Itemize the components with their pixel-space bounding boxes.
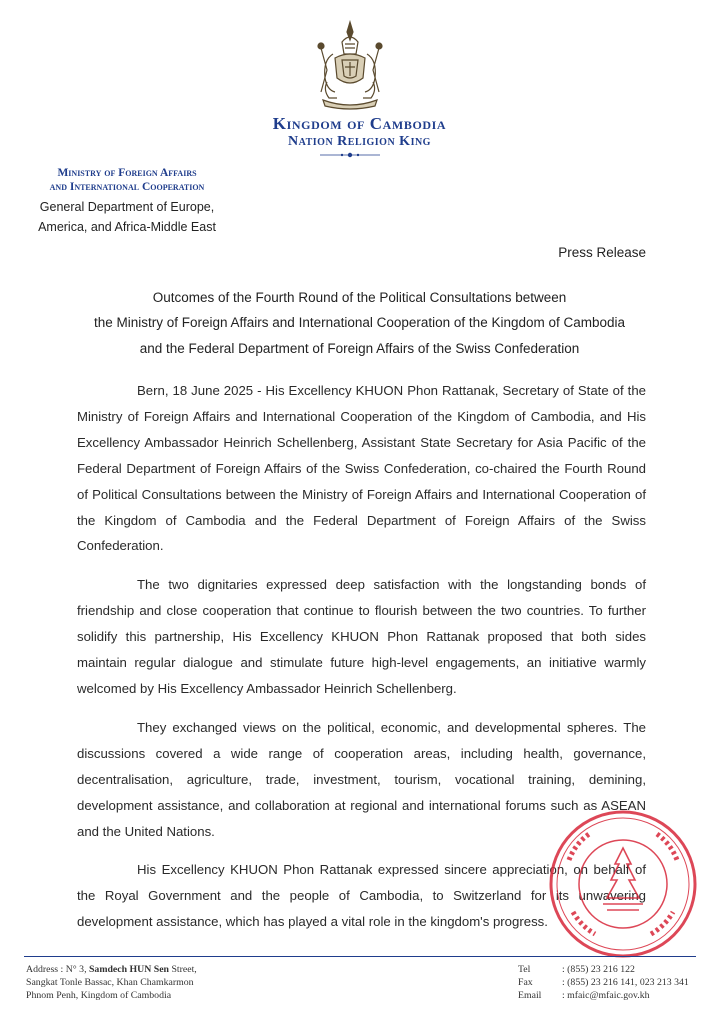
body-paragraph: They exchanged views on the political, economic, and developmental spheres. The discussions covered a wide range of cooperation areas, including health, governance, decentralisation, agriculture, trade, investment, tourism, vocational training, demining, development assistance, and collaboration at regional and international forums such as ASEAN and the United Nations. <box>77 719 646 839</box>
department-line-1: General Department of Europe, <box>39 200 215 214</box>
release-title-line-2: the Ministry of Foreign Affairs and International Cooperation of the Kingdom of Cambodia <box>93 315 626 330</box>
address-line-2: Sangkat Tonle Bassac, Khan Chamkarmon <box>26 977 194 988</box>
address-street-name: Samdech HUN Sen <box>88 964 169 975</box>
contact-fax <box>518 976 708 989</box>
contact-tel <box>518 963 708 976</box>
address-street-suffix: Street, <box>169 964 197 975</box>
footer-divider <box>24 956 696 957</box>
address-prefix: Address : N° 3, <box>26 964 89 975</box>
contact-email <box>518 989 708 1002</box>
email-value[interactable]: : mfaic@mfaic.gov.kh <box>562 990 650 1001</box>
footer-contacts <box>518 963 708 1002</box>
release-title-line-1: Outcomes of the Fourth Round of the Political Consultations between <box>152 290 567 305</box>
kingdom-title: Kingdom of Cambodia <box>272 114 447 133</box>
body-paragraph: His Excellency KHUON Phon Rattanak expressed sincere appreciation, on behalf of the Royal Government and the people of Cambodia, to Switzerland for its unwavering development assistance, which has played a vital role in the kingdom's progress. <box>77 862 646 930</box>
fax-label: Fax <box>518 977 533 988</box>
email-label: Email <box>518 990 542 1001</box>
kingdom-motto: Nation Religion King <box>288 134 431 149</box>
body-paragraph: The two dignitaries expressed deep satisfaction with the longstanding bonds of friendship and close cooperation that continue to flourish between the two countries. To further solidify this partnership, His Excellency KHUON Phon Rattanak proposed that both sides maintain regular dialogue and stimulate future high-level engagements, an initiative warmly welcomed by His Excellency Ambassador Heinrich Schellenberg. <box>77 577 646 696</box>
ministry-name-line-2: and International Cooperation <box>49 181 205 193</box>
tel-value: : (855) 23 216 122 <box>562 964 635 975</box>
address-line-1 <box>26 963 326 976</box>
department-line-2: America, and Africa-Middle East <box>38 220 216 234</box>
fax-value: : (855) 23 216 141, 023 213 341 <box>562 977 689 988</box>
address-line-3: Phnom Penh, Kingdom of Cambodia <box>26 990 172 1001</box>
ornament-divider-icon <box>318 150 382 160</box>
tel-label: Tel <box>518 964 531 975</box>
footer-address <box>26 963 326 1002</box>
release-title-line-3: and the Federal Department of Foreign Affairs of the Swiss Confederation <box>139 341 580 356</box>
royal-coat-of-arms-icon <box>309 20 391 110</box>
body-paragraph: Bern, 18 June 2025 - His Excellency KHUON Phon Rattanak, Secretary of State of the Ministry of Foreign Affairs and International Cooperation of the Kingdom of Cambodia, and His Excellency Ambassador Heinrich Schellenberg, Assistant State Secretary for Asia Pacific of the Federal Department of Foreign Affairs of the Swiss Confederation, co-chaired the Fourth Round of Political Consultations between the Ministry of Foreign Affairs and International Cooperation of the Kingdom of Cambodia and the Federal Department of Foreign Affairs of the Swiss Confederation. <box>77 383 646 554</box>
ministry-name-line-1: Ministry of Foreign Affairs <box>57 167 197 179</box>
ministry-seal-icon <box>547 808 699 960</box>
document-type-label: Press Release <box>558 245 646 260</box>
